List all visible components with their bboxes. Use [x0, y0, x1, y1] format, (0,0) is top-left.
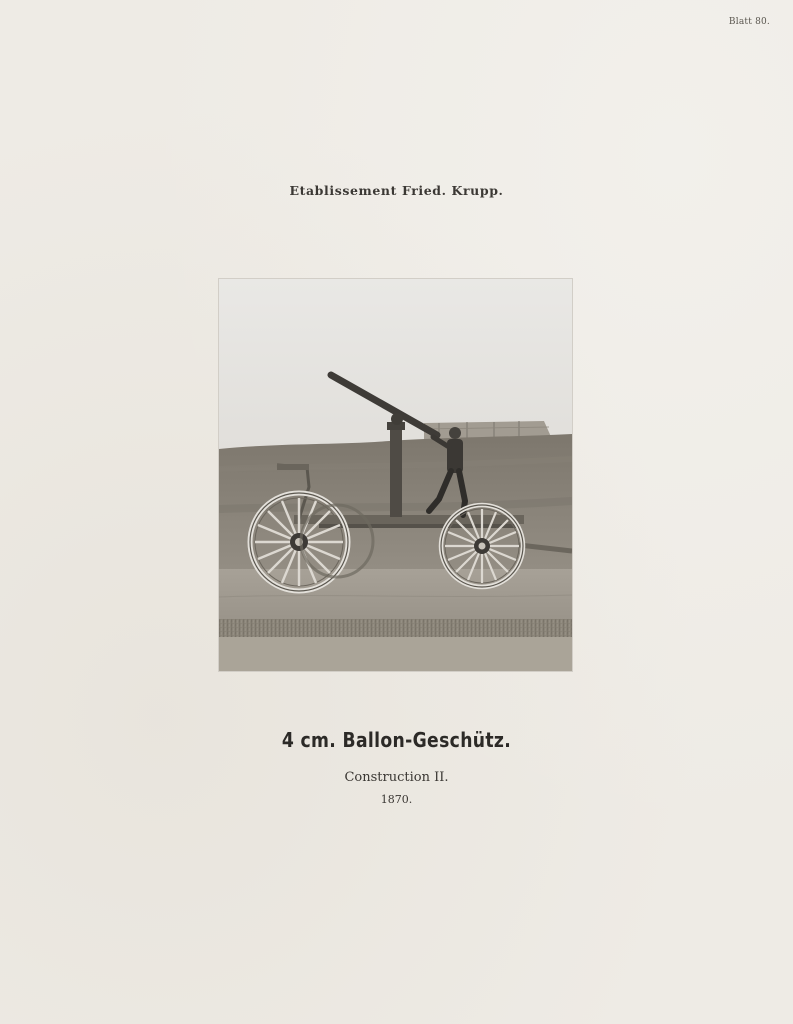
front-wheel [441, 505, 523, 587]
caption-subtitle: Construction II. [344, 770, 449, 785]
caption-year: 1870. [380, 793, 413, 806]
foreground-field [219, 637, 572, 671]
caption-title: 4 cm. Ballon-Geschütz. [281, 728, 512, 752]
header-title: Etablissement Fried. Krupp. [289, 183, 504, 198]
grass-verge [219, 619, 572, 639]
plate-number: Blatt 80. [728, 17, 770, 27]
photograph [219, 279, 572, 671]
